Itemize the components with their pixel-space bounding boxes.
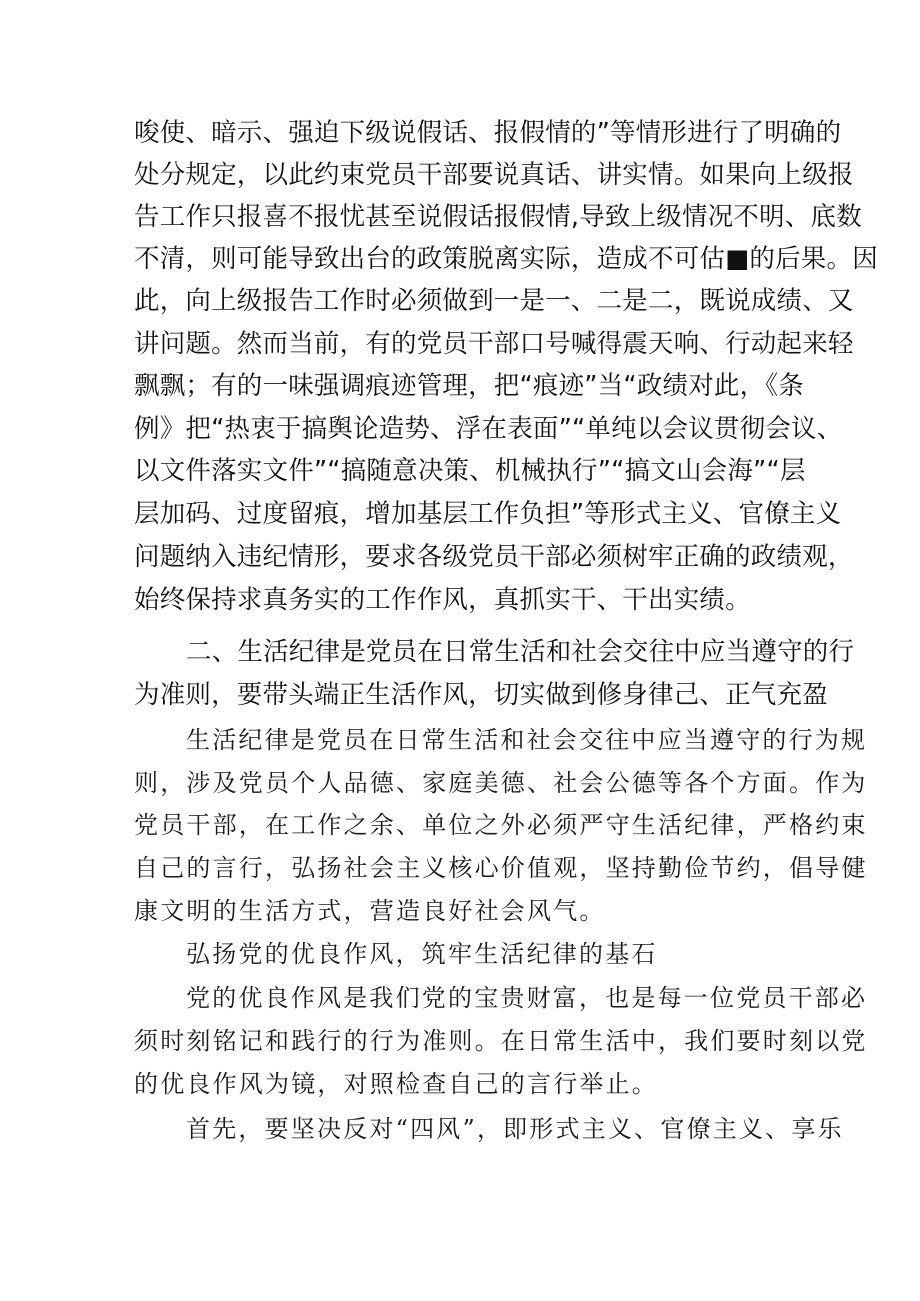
body-line: 党的优良作风是我们党的宝贵财富，也是每一位党员干部必 bbox=[186, 984, 868, 1012]
body-line: 问题纳入违纪情形，要求各级党员干部必须树牢正确的政绩观， bbox=[134, 542, 854, 572]
body-line: 始终保持求真务实的工作作风，真抓实干、干出实绩。 bbox=[134, 585, 751, 615]
body-line: 的优良作风为镜，对照检查自己的言行举止。 bbox=[134, 1070, 658, 1098]
section-heading: 为准则，要带头端正生活作风，切实做到修身律己、正气充盈 bbox=[134, 680, 828, 710]
body-line: 不清，则可能导致出台的政策脱离实际，造成不可估■的后果。因 bbox=[134, 244, 878, 274]
body-line: 自己的言行，弘扬社会主义核心价值观，坚持勤俭节约，倡导健 bbox=[134, 854, 868, 882]
body-line: 处分规定，以此约束党员干部要说真话、讲实情。如果向上级报 bbox=[134, 160, 854, 190]
body-line: 须时刻铭记和践行的行为准则。在日常生活中，我们要时刻以党 bbox=[134, 1027, 868, 1055]
body-line: 党员干部，在工作之余、单位之外必须严守生活纪律，严格约束 bbox=[134, 811, 868, 839]
body-line: 康文明的生活方式，营造良好社会风气。 bbox=[134, 897, 606, 925]
body-line: 则，涉及党员个人品德、家庭美德、社会公德等各个方面。作为 bbox=[134, 769, 868, 797]
body-line: 唆使、暗示、强迫下级说假话、报假情的”等情形进行了明确的 bbox=[134, 118, 842, 148]
body-line: 首先，要坚决反对“四风”，即形式主义、官僚主义、享乐 bbox=[186, 1115, 844, 1143]
body-line: 此，向上级报告工作时必须做到一是一、二是二，既说成绩、又 bbox=[134, 286, 854, 316]
body-line: 例》把“热衷于搞舆论造势、浮在表面”“单纯以会议贯彻会议、 bbox=[134, 414, 843, 444]
body-line: 讲问题。然而当前，有的党员干部口号喊得震天响、行动起来轻 bbox=[134, 329, 854, 359]
body-line: 飘飘；有的一味强调痕迹管理，把“痕迹”当“政绩对此，《条 bbox=[134, 371, 804, 401]
body-line: 告工作只报喜不报忧甚至说假话报假情,导致上级情况不明、底数 bbox=[134, 202, 862, 232]
section-heading: 二、生活纪律是党员在日常生活和社会交往中应当遵守的行 bbox=[186, 637, 855, 667]
subheading: 弘扬党的优良作风，筑牢生活纪律的基石 bbox=[186, 940, 658, 968]
body-line: 层加码、过度留痕，增加基层工作负担”等形式主义、官僚主义 bbox=[134, 499, 842, 529]
body-line: 以文件落实文件”“搞随意决策、机械执行”“搞文山会海”“层 bbox=[134, 456, 806, 486]
body-line: 生活纪律是党员在日常生活和社会交往中应当遵守的行为规 bbox=[186, 726, 868, 754]
